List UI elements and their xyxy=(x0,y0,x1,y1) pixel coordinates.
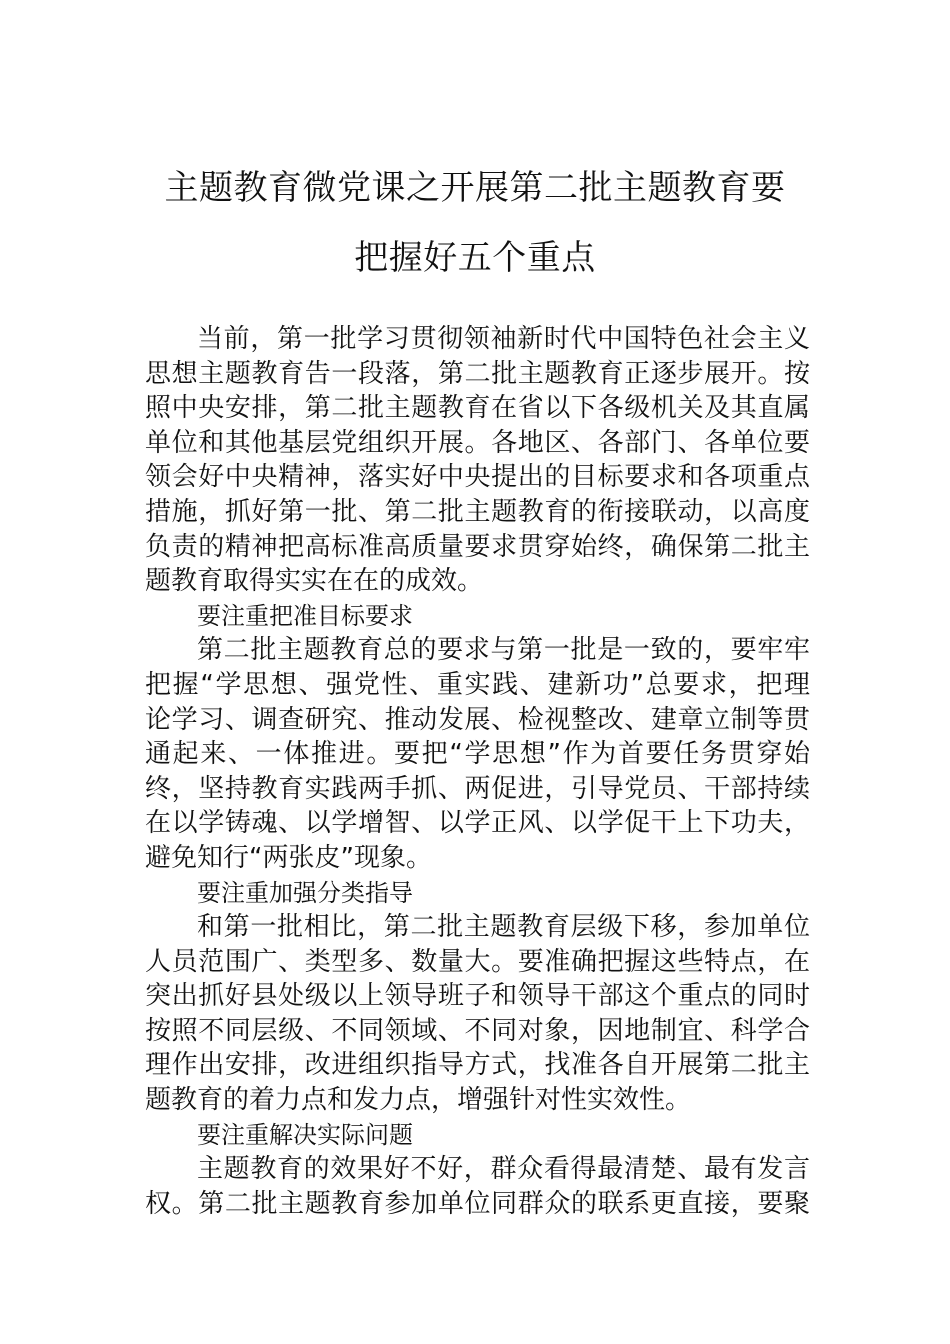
paragraph-line: 领会好中央精神，落实好中央提出的目标要求和各项重点 xyxy=(145,462,810,493)
paragraph-line: 措施，抓好第一批、第二批主题教育的衔接联动，以高度 xyxy=(145,496,810,527)
paragraph-line: 人员范围广、类型多、数量大。要准确把握这些特点，在 xyxy=(145,946,810,977)
section-heading: 要注重解决实际问题 xyxy=(197,1120,413,1149)
document-title-line-1: 主题教育微党课之开展第二批主题教育要 xyxy=(164,168,786,208)
paragraph-line: 在以学铸魂、以学增智、以学正风、以学促干上下功夫， xyxy=(145,808,810,839)
paragraph-line: 按照不同层级、不同领域、不同对象，因地制宜、科学合 xyxy=(145,1015,810,1046)
paragraph-line: 把握“学思想、强党性、重实践、建新功”总要求，把理 xyxy=(145,669,810,700)
paragraph-line: 终，坚持教育实践两手抓、两促进，引导党员、干部持续 xyxy=(145,773,810,804)
paragraph-line: 题教育取得实实在在的成效。 xyxy=(145,566,484,597)
paragraph-line: 题教育的着力点和发力点，增强针对性实效性。 xyxy=(145,1085,692,1116)
paragraph-line: 论学习、调查研究、推动发展、检视整改、建章立制等贯 xyxy=(145,704,810,735)
paragraph-line: 避免知行“两张皮”现象。 xyxy=(145,842,432,873)
paragraph-line: 通起来、一体推进。要把“学思想”作为首要任务贯穿始 xyxy=(145,739,810,770)
paragraph-line: 思想主题教育告一段落，第二批主题教育正逐步展开。按 xyxy=(145,358,810,389)
paragraph-line: 负责的精神把高标准高质量要求贯穿始终，确保第二批主 xyxy=(145,531,810,562)
paragraph-line: 当前，第一批学习贯彻领袖新时代中国特色社会主义 xyxy=(197,324,810,354)
paragraph-line: 权。第二批主题教育参加单位同群众的联系更直接，要聚 xyxy=(145,1188,810,1219)
paragraph-line: 单位和其他基层党组织开展。各地区、各部门、各单位要 xyxy=(145,427,810,458)
paragraph-line: 理作出安排，改进组织指导方式，找准各自开展第二批主 xyxy=(145,1050,810,1081)
paragraph-line: 照中央安排，第二批主题教育在省以下各级机关及其直属 xyxy=(145,393,810,424)
section-heading: 要注重加强分类指导 xyxy=(197,878,413,907)
paragraph-line: 第二批主题教育总的要求与第一批是一致的，要牢牢 xyxy=(197,635,810,666)
section-heading: 要注重把准目标要求 xyxy=(197,601,413,630)
paragraph-line: 和第一批相比，第二批主题教育层级下移，参加单位 xyxy=(197,912,810,943)
paragraph-line: 主题教育的效果好不好，群众看得最清楚、最有发言 xyxy=(197,1154,810,1185)
document-title-line-2: 把握好五个重点 xyxy=(354,238,596,278)
paragraph-line: 突出抓好县处级以上领导班子和领导干部这个重点的同时 xyxy=(145,981,810,1012)
document-body xyxy=(145,322,810,1221)
